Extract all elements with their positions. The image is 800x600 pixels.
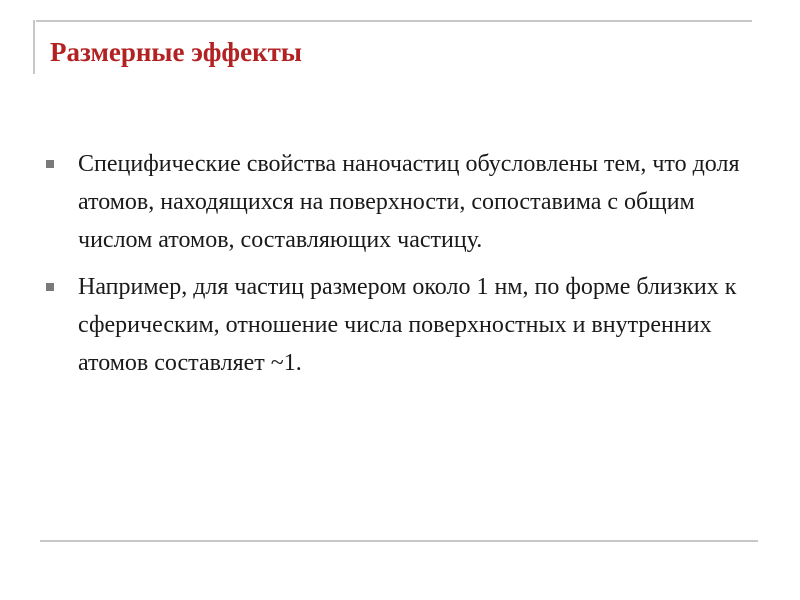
square-bullet-icon — [46, 160, 54, 168]
bullet-item-2 — [44, 268, 764, 382]
square-bullet-icon — [46, 283, 54, 291]
top-divider — [36, 20, 752, 22]
left-divider — [33, 20, 35, 74]
slide-title: Размерные эффекты — [50, 37, 302, 67]
bullet-text-2: Например, для частиц размером около 1 нм, по форме близких к сферическим, отношение числа поверхностных и внутренних атомов составляет ~1. — [78, 274, 737, 376]
bottom-divider — [40, 540, 758, 542]
bullet-list — [44, 145, 764, 391]
bullet-item-1 — [44, 145, 764, 259]
bullet-text-1: Специфические свойства наночастиц обусловлены тем, что доля атомов, находящихся на поверхности, сопоставима с общим числом атомов, составляющих частицу. — [78, 151, 740, 253]
